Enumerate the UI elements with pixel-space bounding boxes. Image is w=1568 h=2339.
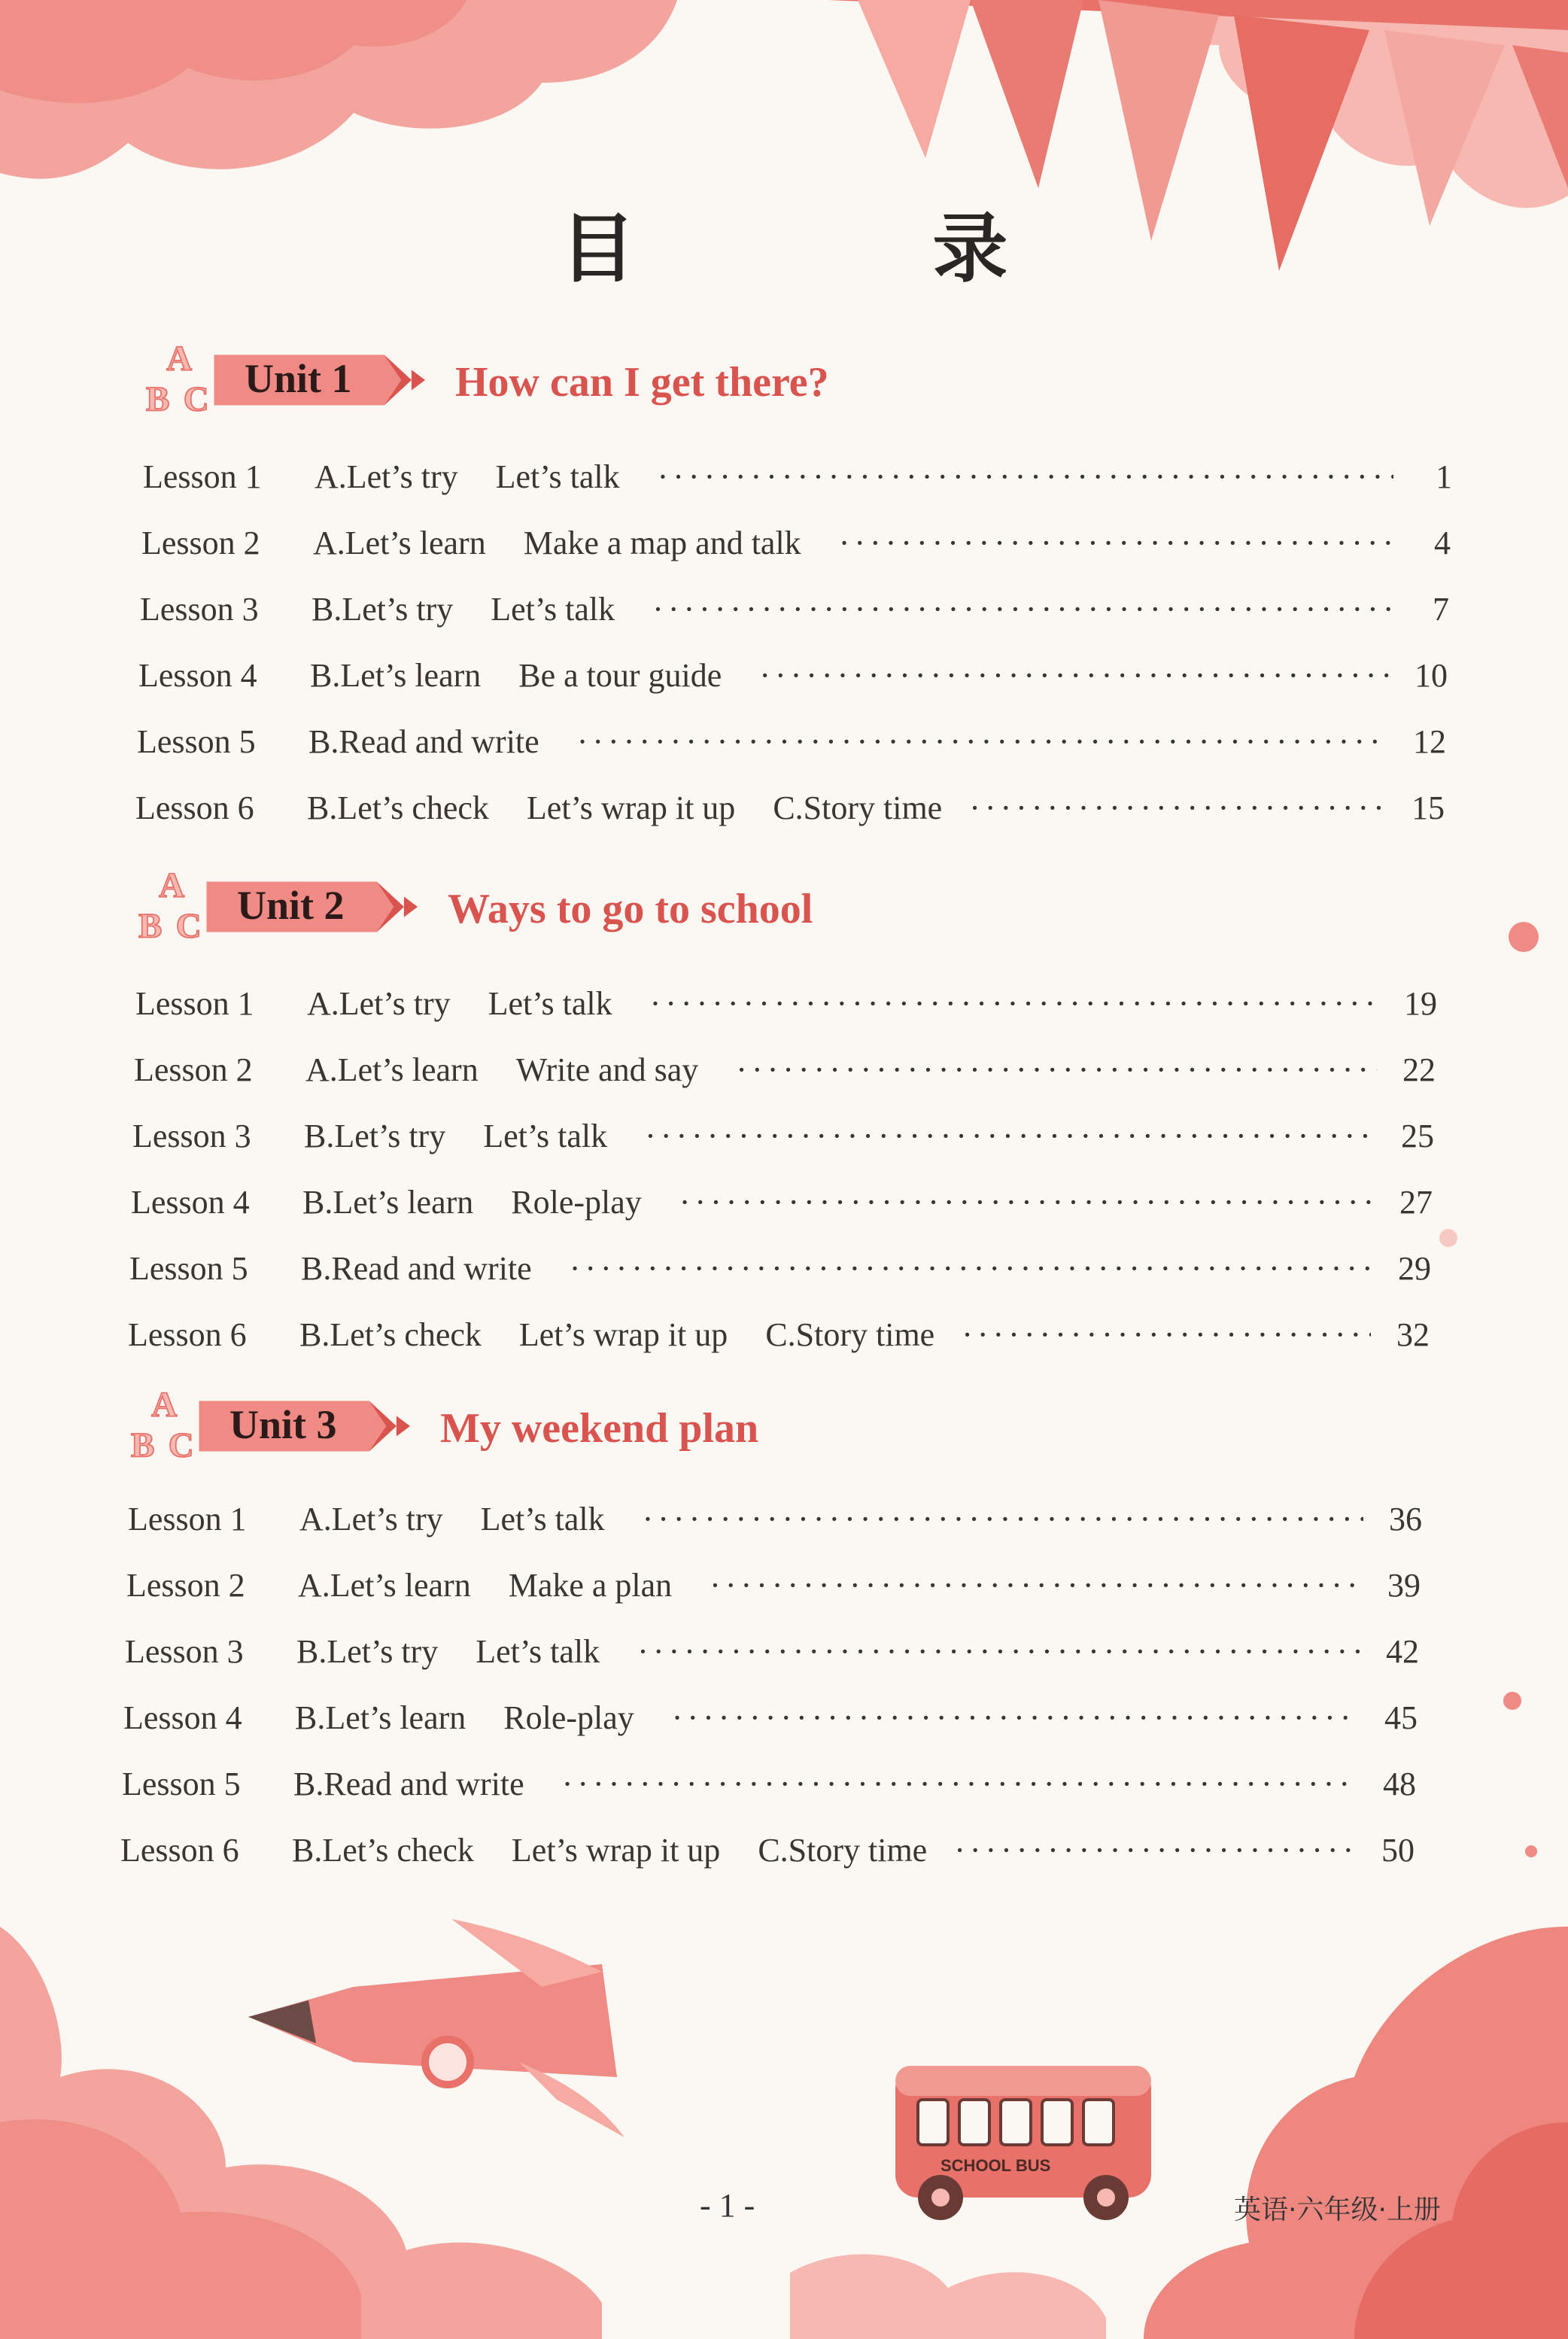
lesson-number: Lesson 2	[126, 1567, 245, 1604]
lesson-part-c: C.Story time	[765, 1316, 935, 1353]
page-number: 42	[1386, 1633, 1419, 1670]
page-number: 29	[1398, 1250, 1431, 1287]
lesson-part-b: Let’s wrap it up	[518, 1316, 728, 1353]
dot-leader	[679, 1183, 1374, 1221]
toc-row[interactable]	[135, 984, 1437, 1045]
page-number: 19	[1404, 985, 1437, 1022]
dot-leader	[562, 1765, 1357, 1803]
footer-page-number: - 1 -	[700, 2187, 755, 2224]
page-number: 7	[1433, 591, 1449, 628]
dot-leader	[954, 1831, 1356, 1869]
dot-leader	[658, 458, 1393, 496]
page-number: 22	[1402, 1051, 1436, 1088]
page-number: 12	[1413, 723, 1446, 760]
badge-letter-b: B	[146, 379, 170, 419]
lesson-part-a: B.Read and write	[293, 1766, 524, 1802]
lesson-part-a: B.Let’s check	[292, 1832, 474, 1869]
dot-leader	[759, 656, 1389, 695]
toc-row[interactable]	[140, 590, 1449, 650]
lesson-part-b: Be a tour guide	[518, 657, 722, 694]
lesson-part-b: Role-play	[511, 1184, 642, 1221]
lesson-part-b: Let’s talk	[488, 985, 612, 1022]
lesson-part-a: A.Let’s learn	[313, 525, 486, 561]
lesson-number: Lesson 3	[125, 1633, 244, 1670]
lesson-part-a: B.Let’s learn	[295, 1699, 466, 1736]
lesson-part-b: Let’s talk	[495, 458, 620, 495]
lesson-part-a: B.Let’s check	[307, 789, 489, 826]
lesson-number: Lesson 5	[129, 1250, 248, 1287]
page-number: 25	[1401, 1118, 1434, 1154]
page-number: 32	[1396, 1316, 1430, 1353]
page-number: 27	[1399, 1184, 1433, 1221]
lesson-number: Lesson 6	[135, 789, 254, 826]
lesson-part-a: B.Let’s try	[311, 591, 454, 628]
toc-row[interactable]	[129, 1249, 1431, 1309]
lesson-part-b: Write and say	[515, 1051, 699, 1088]
unit-header	[124, 1385, 1178, 1468]
toc-row[interactable]	[126, 1566, 1421, 1626]
dot-leader	[710, 1566, 1362, 1604]
footer-book-info: 英语·六年级·上册	[1234, 2195, 1441, 2225]
dot-leader	[570, 1249, 1372, 1288]
badge-letter-a: A	[166, 339, 193, 379]
lesson-part-a: B.Let’s try	[304, 1118, 446, 1154]
page-title: 目 录	[560, 205, 1144, 293]
page-number: 1	[1436, 458, 1452, 495]
lesson-part-a: A.Let’s try	[315, 458, 458, 495]
page-number: 4	[1434, 525, 1451, 561]
lesson-part-a: A.Let’s try	[299, 1501, 443, 1538]
page-number: 48	[1383, 1766, 1416, 1802]
lesson-number: Lesson 6	[128, 1316, 247, 1353]
lesson-part-b: Let’s talk	[483, 1118, 608, 1154]
lesson-number: Lesson 1	[128, 1501, 247, 1538]
lesson-number: Lesson 3	[140, 591, 259, 628]
lesson-number: Lesson 1	[143, 458, 262, 495]
lesson-part-c: C.Story time	[758, 1832, 928, 1869]
toc-row[interactable]	[137, 722, 1446, 783]
dot-leader	[839, 524, 1392, 562]
lesson-number: Lesson 3	[132, 1118, 251, 1154]
lesson-part-a: B.Let’s try	[296, 1633, 439, 1670]
unit-title: Ways to go to school	[448, 886, 813, 932]
dot-leader	[969, 789, 1386, 827]
lesson-part-b: Let’s talk	[480, 1501, 605, 1538]
lesson-part-a: A.Let’s try	[307, 985, 451, 1022]
dot-leader	[643, 1500, 1363, 1538]
toc-row[interactable]	[120, 1831, 1415, 1891]
dot-leader	[645, 1117, 1375, 1155]
lesson-number: Lesson 1	[135, 985, 254, 1022]
bus-text: SCHOOL BUS	[940, 2156, 1051, 2175]
badge-letter-a: A	[159, 865, 185, 905]
unit-label: Unit 3	[229, 1402, 337, 1447]
toc-row[interactable]	[122, 1765, 1416, 1825]
lesson-part-b: Let’s talk	[476, 1633, 600, 1670]
lesson-number: Lesson 4	[131, 1184, 250, 1221]
lesson-part-b: Let’s wrap it up	[526, 789, 736, 826]
lesson-number: Lesson 5	[137, 723, 256, 760]
toc-row[interactable]	[138, 656, 1448, 716]
toc-row[interactable]	[123, 1699, 1418, 1759]
toc-row[interactable]	[128, 1500, 1422, 1560]
lesson-number: Lesson 2	[134, 1051, 253, 1088]
page-number: 15	[1412, 789, 1445, 826]
unit-title: My weekend plan	[440, 1405, 759, 1452]
unit-header	[132, 865, 1185, 948]
lesson-part-a: A.Let’s learn	[305, 1051, 479, 1088]
dot-leader	[736, 1051, 1377, 1089]
badge-letter-c: C	[175, 906, 202, 946]
unit-title: How can I get there?	[455, 359, 829, 406]
page-number: 39	[1387, 1567, 1421, 1604]
toc-row[interactable]	[141, 524, 1451, 584]
lesson-part-b: Make a plan	[508, 1567, 673, 1604]
unit-label: Unit 1	[245, 356, 352, 401]
lesson-number: Lesson 2	[141, 525, 260, 561]
dot-leader	[650, 984, 1378, 1023]
lesson-part-a: B.Let’s learn	[310, 657, 482, 694]
lesson-number: Lesson 4	[123, 1699, 242, 1736]
toc-row[interactable]	[132, 1117, 1434, 1177]
lesson-number: Lesson 4	[138, 657, 257, 694]
dot-leader	[637, 1632, 1360, 1671]
lesson-part-a: B.Read and write	[308, 723, 539, 760]
unit-label: Unit 2	[237, 883, 345, 928]
toc-row[interactable]	[128, 1315, 1430, 1376]
toc-row[interactable]	[134, 1051, 1436, 1111]
toc-row[interactable]	[135, 789, 1445, 849]
unit-header	[139, 339, 1193, 421]
dot-leader	[652, 590, 1390, 628]
lesson-part-b: Role-play	[503, 1699, 634, 1736]
lesson-part-a: A.Let’s learn	[298, 1567, 471, 1604]
lesson-part-b: Let’s talk	[491, 591, 615, 628]
lesson-part-b: Let’s wrap it up	[511, 1832, 721, 1869]
toc-row[interactable]	[143, 458, 1452, 518]
badge-letter-b: B	[131, 1425, 155, 1465]
lesson-number: Lesson 5	[122, 1766, 241, 1802]
dot-leader	[577, 722, 1387, 761]
dot-leader	[672, 1699, 1359, 1737]
page-number: 50	[1381, 1832, 1415, 1869]
dot-leader	[962, 1315, 1371, 1354]
lesson-part-c: C.Story time	[773, 789, 943, 826]
lesson-part-a: B.Read and write	[301, 1250, 532, 1287]
toc-row[interactable]	[131, 1183, 1433, 1243]
badge-letter-c: C	[168, 1425, 194, 1465]
lesson-number: Lesson 6	[120, 1832, 239, 1869]
toc-row[interactable]	[125, 1632, 1419, 1693]
lesson-part-a: B.Let’s check	[299, 1316, 482, 1353]
page-number: 36	[1389, 1501, 1422, 1538]
page-number: 45	[1384, 1699, 1418, 1736]
lesson-part-a: B.Let’s learn	[302, 1184, 474, 1221]
badge-letter-b: B	[138, 906, 163, 946]
badge-letter-a: A	[151, 1385, 178, 1425]
page-number: 10	[1415, 657, 1448, 694]
lesson-part-b: Make a map and talk	[523, 525, 801, 561]
badge-letter-c: C	[183, 379, 209, 419]
